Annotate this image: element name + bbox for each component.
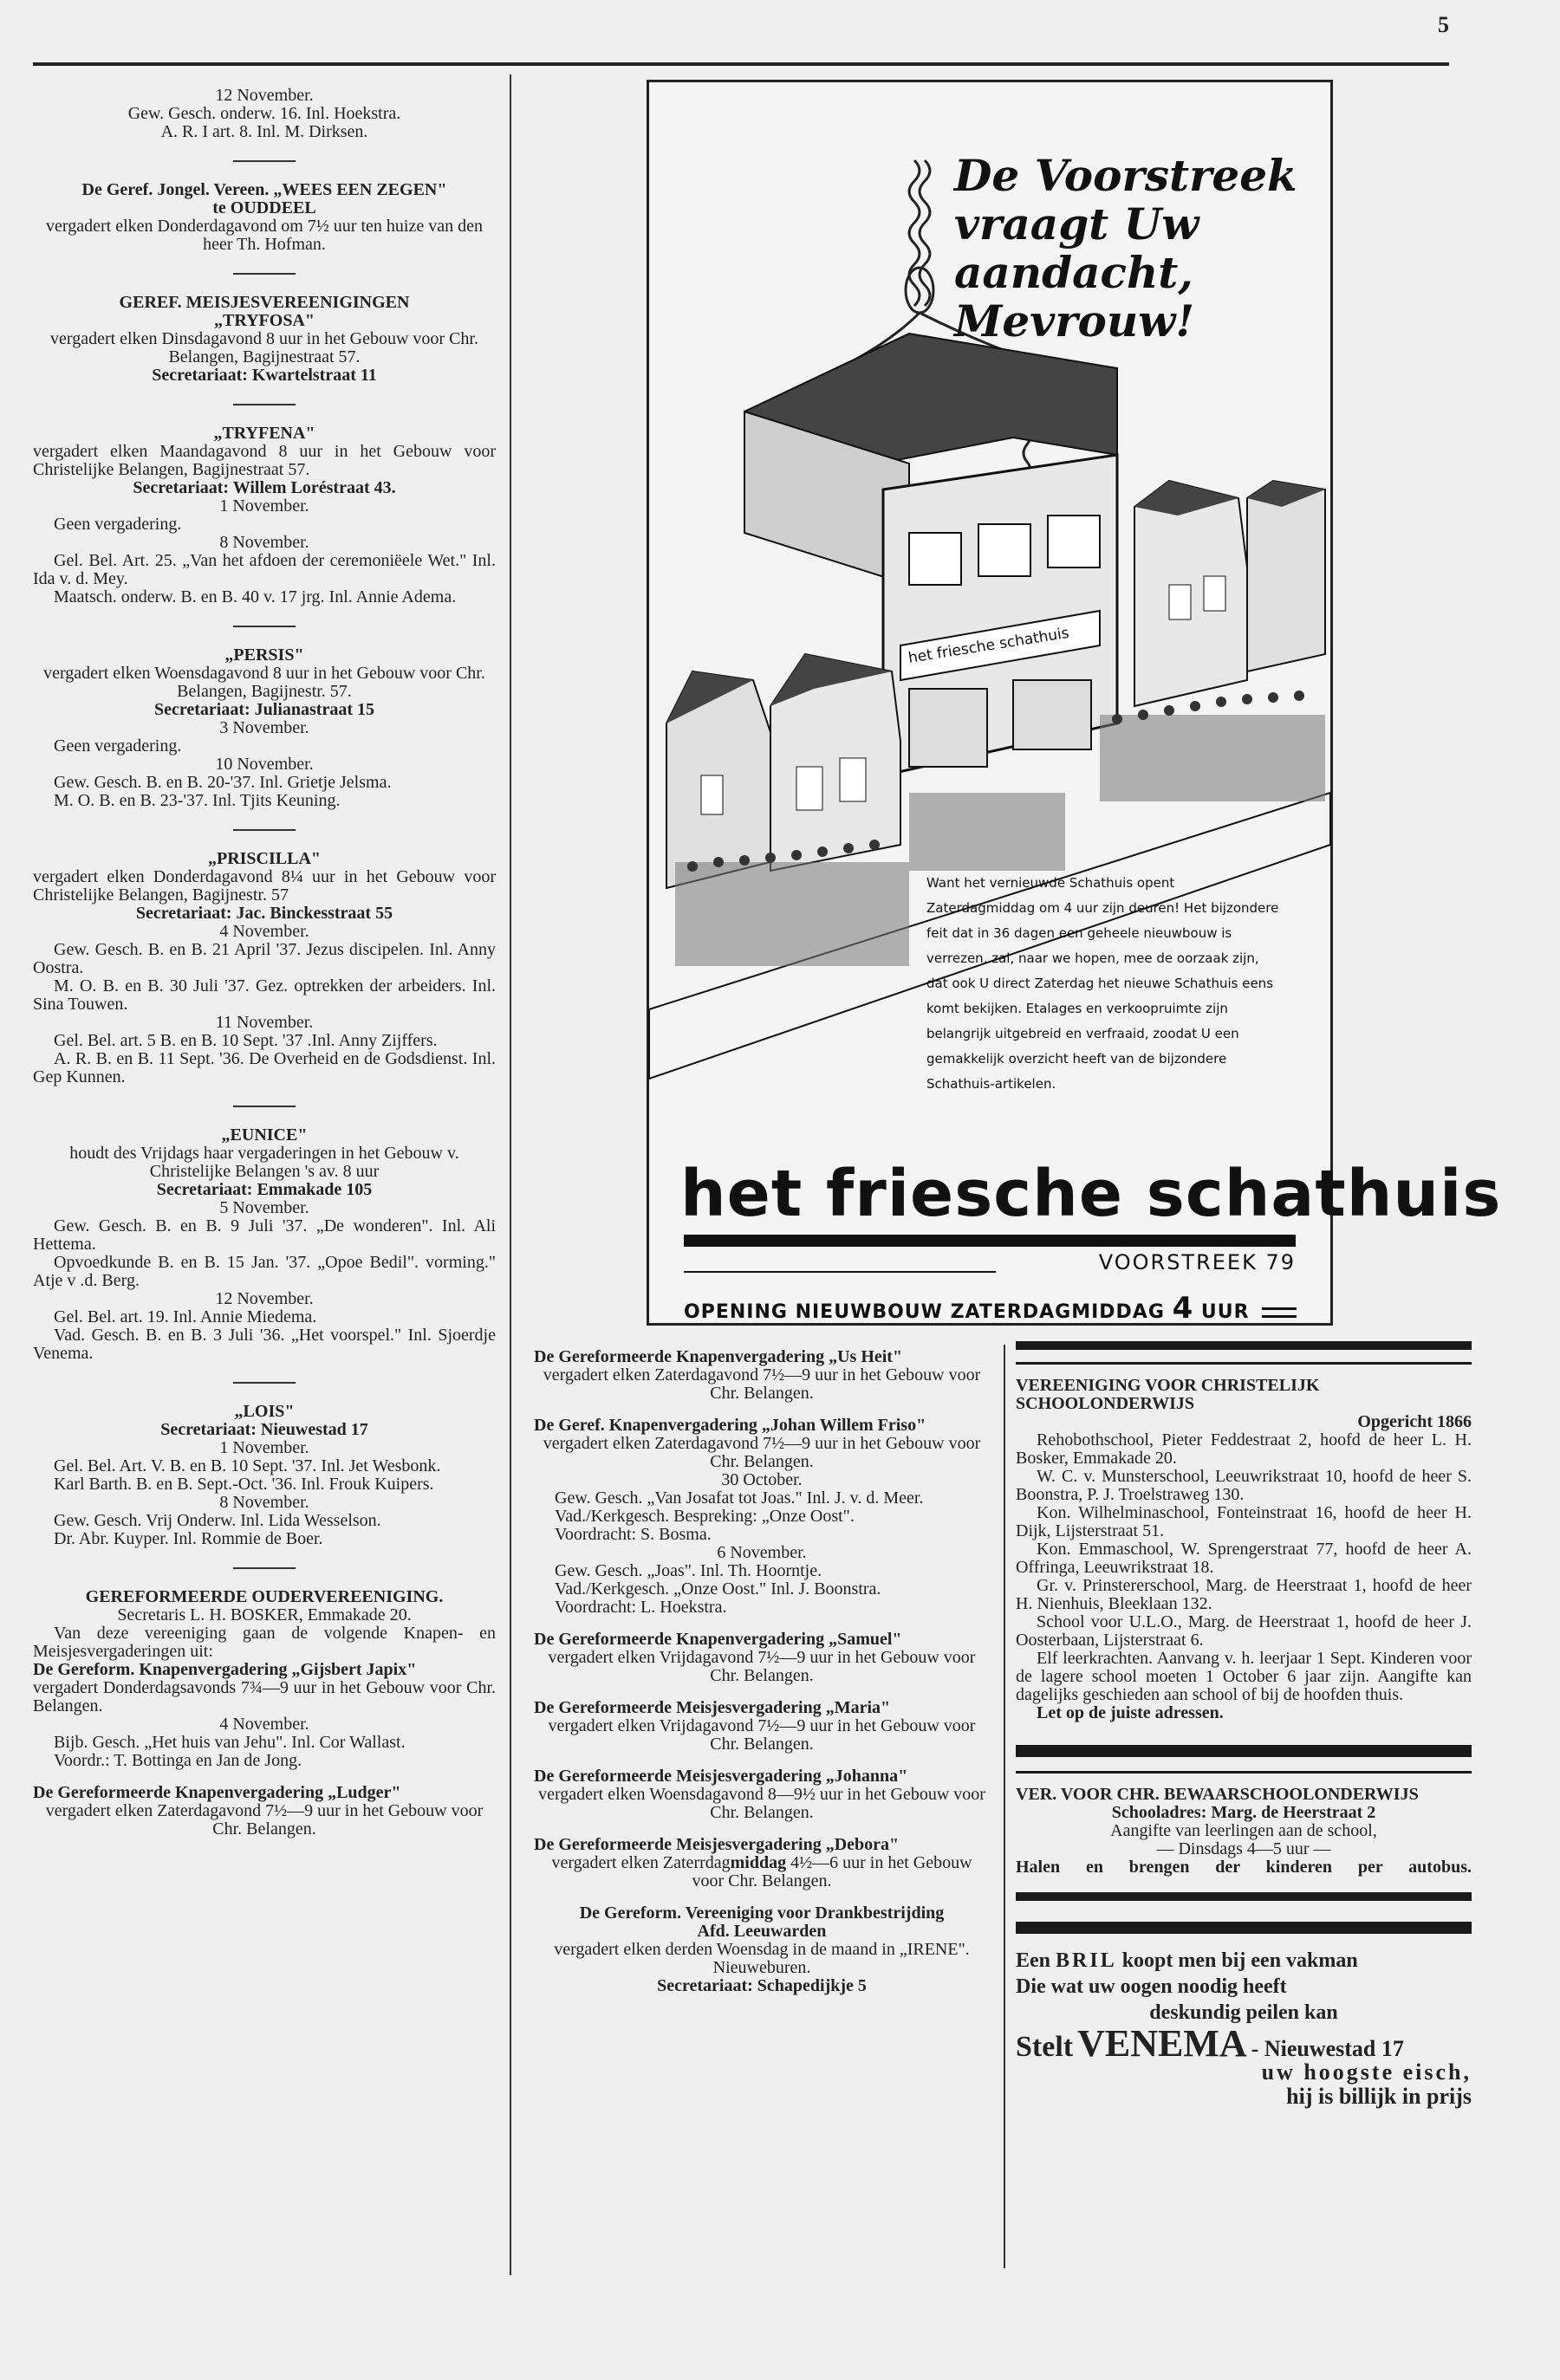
entry: A. R. B. en B. 11 Sept. '36. De Overheid en de Godsdienst. Inl. Gep Kunnen.	[33, 1049, 496, 1086]
ad-word-emphasis: BRIL	[1056, 1949, 1117, 1972]
entry: Gel. Bel. art. 5 B. en B. 10 Sept. '37 .Inl. Anny Zijffers.	[54, 1031, 438, 1050]
top-rule	[33, 62, 1449, 66]
entry: Gew. Gesch. B. en B. 9 Juli '37. „De wonderen". Inl. Ali Hettema.	[33, 1216, 496, 1254]
ad-body-text: Want het vernieuwde Schathuis opent Zaterdagmiddag om 4 uur zijn deuren! Het bijzondere feit dat in 36 dagen een geheele nieuwbouw is verrezen, zal, naar we hopen, mee de oorzaak zijn, dat ook U direct Zaterdag het nieuwe Schathuis eens komt bekijken. Etalages en verkoopruimte zijn belangrijk uitgebreid en verfraaid, zoodat U een gemakkelijk overzicht heeft van de bijzondere Schathuis-artikelen.	[926, 875, 1279, 1092]
heavy-rule	[1016, 1922, 1472, 1934]
section-title: De Gereformeerde Knapenvergadering „Us Heit"	[534, 1347, 903, 1366]
ad-word: Stelt	[1016, 2031, 1074, 2063]
venema-advertisement	[1016, 1948, 1472, 2109]
ad-line	[1016, 1948, 1472, 1974]
secretariat: Secretariaat: Julianastraat 15	[153, 700, 375, 719]
separator	[233, 626, 296, 627]
section-subtitle: „TRYFOSA"	[214, 311, 315, 330]
section-text-emphasis: middag	[730, 1853, 787, 1872]
section-text	[534, 1854, 990, 1890]
section-subtitle: Afd. Leeuwarden	[697, 1922, 827, 1941]
entry: Geen vergadering.	[54, 515, 182, 534]
entry: Voordracht: L. Hoekstra.	[555, 1598, 727, 1617]
ad-line: deskundig peilen kan	[1149, 2001, 1338, 2024]
entry: Maatsch. onderw. B. en B. 40 v. 17 jrg. Inl. Annie Adema.	[54, 587, 457, 606]
entry: Voordr.: T. Bottinga en Jan de Jong.	[54, 1751, 302, 1770]
date: 10 November.	[215, 755, 314, 774]
section-text-part: vergadert elken Zaterrdag	[551, 1853, 731, 1872]
ad-line: uw hoogste eisch,	[1261, 2059, 1472, 2085]
middle-column	[534, 1348, 990, 1995]
secretariat: Secretariaat: Willem Loréstraat 43.	[133, 478, 396, 497]
school-entry: W. C. v. Munsterschool, Leeuwrikstraat 10, hoofd de heer S. Boonstra, P. J. Troelstraweg 130.	[1016, 1467, 1472, 1504]
section-text: vergadert elken Woensdagavond 8—9½ uur in het Gebouw voor Chr. Belangen.	[538, 1785, 985, 1822]
section-text: — Dinsdags 4—5 uur —	[1156, 1839, 1331, 1858]
date: 1 November.	[219, 1438, 309, 1457]
section-text: vergadert elken Maandagavond 8 uur in het Gebouw voor Christelijke Belangen, Bagijnestraat 57.	[33, 442, 496, 479]
section-title: „TRYFENA"	[213, 424, 315, 443]
section-text: houdt des Vrijdags haar vergaderingen in het Gebouw v. Christelijke Belangen 's av. 8 uur	[69, 1144, 459, 1181]
date: 3 November.	[219, 718, 309, 737]
ad-double-rule	[1262, 1307, 1297, 1318]
entry: Gew. Gesch. onderw. 16. Inl. Hoekstra.	[127, 104, 401, 123]
entry: Vad./Kerkgesch. Bespreking: „Onze Oost".	[555, 1507, 855, 1526]
entry: Gel. Bel. art. 19. Inl. Annie Miedema.	[54, 1307, 317, 1326]
section-title: VEREENIGING VOOR CHRISTELIJK SCHOOLONDERWIJS	[1016, 1376, 1320, 1413]
school-entry: Kon. Emmaschool, W. Sprengerstraat 77, hoofd de heer A. Offringa, Leeuwrikstraat 18.	[1016, 1540, 1472, 1577]
separator	[233, 404, 296, 405]
entry: Voordracht: S. Bosma.	[555, 1525, 712, 1544]
date: 30 October.	[721, 1470, 803, 1489]
section-text: vergadert elken Zaterdagavond 7½—9 uur in het Gebouw voor Chr. Belangen.	[45, 1801, 484, 1839]
notice: Let op de juiste adressen.	[1037, 1703, 1224, 1722]
separator	[233, 1382, 296, 1384]
date: 4 November.	[219, 922, 309, 941]
date: 4 November.	[219, 1715, 309, 1734]
date: 5 November.	[219, 1198, 309, 1217]
entry: Bijb. Gesch. „Het huis van Jehu". Inl. Cor Wallast.	[54, 1733, 406, 1752]
secretariat: Secretariaat: Kwartelstraat 11	[152, 366, 377, 385]
section-title: De Geref. Knapenvergadering „Johan Willem Friso"	[534, 1416, 926, 1435]
section-title: „PERSIS"	[224, 645, 304, 665]
section-title: De Gereformeerde Knapenvergadering „Samuel"	[534, 1630, 902, 1649]
entry: Gew. Gesch. B. en B. 21 April '37. Jezus discipelen. Inl. Anny Oostra.	[33, 940, 496, 977]
ad-line	[1016, 2022, 1472, 2065]
section-title: „EUNICE"	[221, 1125, 308, 1145]
entry: Vad./Kerkgesch. „Onze Oost." Inl. J. Boonstra.	[555, 1579, 881, 1599]
venema-address: - Nieuwestad 17	[1251, 2036, 1404, 2061]
section-title: De Gereform. Vereeniging voor Drankbestrijding	[579, 1903, 945, 1923]
entry: Karl Barth. B. en B. Sept.-Oct. '36. Inl. Frouk Kuipers.	[54, 1475, 434, 1494]
ad-headline-line: vraagt Uw aandacht,	[954, 198, 1199, 298]
entry: Gew. Gesch. B. en B. 20-'37. Inl. Grietje Jelsma.	[54, 773, 392, 792]
secretariat: Secretariaat: Jac. Binckesstraat 55	[135, 904, 393, 923]
date: 8 November.	[219, 1493, 309, 1512]
section-title: De Gereformeerde Meisjesvergadering „Maria"	[534, 1698, 891, 1717]
section-text: vergadert elken Dinsdagavond 8 uur in het Gebouw voor Chr. Belangen, Bagijnestraat 57.	[50, 329, 478, 366]
separator	[233, 273, 296, 275]
ad-headline-line: Mevrouw!	[954, 295, 1195, 347]
secretariat: Secretariaat: Emmakade 105	[156, 1180, 373, 1199]
ad-word: koopt men bij een vakman	[1121, 1949, 1358, 1972]
entry: Gew. Gesch. „Joas". Inl. Th. Hoorntje.	[555, 1561, 822, 1580]
school-entry: Kon. Wilhelminaschool, Fonteinstraat 16, hoofd de heer H. Dijk, Lijsterstraat 51.	[1016, 1503, 1472, 1540]
section-text: vergadert elken Donderdagavond 8¼ uur in het Gebouw voor Christelijke Belangen, Bagijnestr. 57	[33, 867, 496, 905]
section-title: GEREFORMEERDE OUDERVEREENIGING.	[85, 1587, 444, 1606]
section-text: vergadert elken Zaterdagavond 7½—9 uur in het Gebouw voor Chr. Belangen.	[543, 1365, 981, 1403]
entry: M. O. B. en B. 30 Juli '37. Gez. optrekken der arbeiders. Inl. Sina Touwen.	[33, 976, 496, 1014]
section-text: vergadert elken Vrijdagavond 7½—9 uur in het Gebouw voor Chr. Belangen.	[548, 1648, 976, 1685]
date: 8 November.	[219, 533, 309, 552]
right-column	[1016, 1331, 1472, 2109]
date: 12 November.	[215, 86, 314, 105]
section-text: vergadert Donderdagsavonds 7¾—9 uur in het Gebouw voor Chr. Belangen.	[33, 1678, 496, 1715]
school-entry: School voor U.L.O., Marg. de Heerstraat 1, hoofd de heer J. Oosterbaan, Lijsterstraat 6.	[1016, 1612, 1472, 1650]
venema-name: VENEMA	[1077, 2022, 1247, 2065]
thin-rule	[1016, 1362, 1472, 1365]
section-title: „PRISCILLA"	[207, 849, 322, 868]
entry: M. O. B. en B. 23-'37. Inl. Tjits Keuning.	[54, 791, 341, 810]
ad-opening-text: OPENING NIEUWBOUW ZATERDAGMIDDAG	[684, 1301, 1165, 1323]
section-text: vergadert elken Zaterdagavond 7½—9 uur in het Gebouw voor Chr. Belangen.	[543, 1434, 981, 1471]
heavy-rule	[1016, 1892, 1472, 1901]
school-entry: Gr. v. Prinstererschool, Marg. de Heerstraat 1, hoofd de heer H. Nienhuis, Bleeklaan 132.	[1016, 1576, 1472, 1613]
entry: A. R. I art. 8. Inl. M. Dirksen.	[160, 122, 368, 141]
separator	[233, 1567, 296, 1569]
section-text: Van deze vereeniging gaan de volgende Knapen- en Meisjesvergaderingen uit:	[33, 1624, 496, 1661]
ad-opening-unit: UUR	[1200, 1301, 1250, 1323]
date: 1 November.	[219, 496, 309, 516]
column-divider-right	[1004, 1345, 1005, 2268]
separator	[233, 1106, 296, 1107]
section-subtitle: Opgericht 1866	[1357, 1412, 1472, 1431]
section-title: De Geref. Jongel. Vereen. „WEES EEN ZEGEN"	[81, 180, 447, 199]
column-divider-left	[510, 75, 511, 2275]
section-title: De Gereformeerde Meisjesvergadering „Debora"	[534, 1835, 900, 1854]
entry: Gel. Bel. Art. 25. „Van het afdoen der ceremoniëele Wet." Inl. Ida v. d. Mey.	[33, 551, 496, 588]
ad-address: VOORSTREEK 79	[1098, 1250, 1296, 1274]
ad-bar	[684, 1235, 1296, 1247]
thin-rule	[1016, 1771, 1472, 1774]
section-title: „LOIS"	[234, 1402, 295, 1421]
ad-line: hij is billijk in prijs	[1286, 2084, 1472, 2109]
date: 6 November.	[717, 1543, 807, 1562]
section-title: De Gereformeerde Knapenvergadering „Ludger"	[33, 1783, 401, 1802]
ad-line: Die wat uw oogen noodig heeft	[1016, 1975, 1287, 1998]
separator	[233, 829, 296, 831]
section-title: De Gereformeerde Meisjesvergadering „Johanna"	[534, 1767, 908, 1786]
section-text: vergadert elken derden Woensdag in de maand in „IRENE". Nieuweburen.	[554, 1940, 970, 1977]
section-text: vergadert elken Vrijdagavond 7½—9 uur in het Gebouw voor Chr. Belangen.	[548, 1716, 976, 1754]
section-text: vergadert elken Donderdagavond om 7½ uur ten huize van den heer Th. Hofman.	[46, 217, 483, 254]
ad-rule	[684, 1271, 996, 1273]
entry: Opvoedkunde B. en B. 15 Jan. '37. „Opoe Bedil". vorming." Atje v .d. Berg.	[33, 1253, 496, 1290]
ad-opening-line	[684, 1291, 1296, 1326]
left-column	[33, 87, 496, 1839]
shop-sign: het friesche schathuis	[907, 624, 1070, 667]
ad-brand-name: het friesche schathuis	[680, 1157, 1502, 1231]
secretariat: Secretariaat: Schapedijkje 5	[657, 1976, 867, 1995]
date: 11 November.	[215, 1013, 314, 1032]
section-title: GEREF. MEISJESVEREENIGINGEN	[119, 293, 410, 312]
ad-headline-line: De Voorstreek	[954, 150, 1297, 201]
entry: Gew. Gesch. „Van Josafat tot Joas." Inl. J. v. d. Meer.	[555, 1488, 924, 1508]
heavy-rule	[1016, 1341, 1472, 1350]
ad-headline	[954, 152, 1301, 346]
section-text: vergadert elken Woensdagavond 8 uur in het Gebouw voor Chr. Belangen, Bagijnestr. 57.	[43, 664, 485, 701]
entry: Gew. Gesch. Vrij Onderw. Inl. Lida Wesselson.	[54, 1511, 381, 1530]
heavy-rule	[1016, 1745, 1472, 1757]
page-number: 5	[1438, 12, 1449, 37]
entry: Dr. Abr. Kuyper. Inl. Rommie de Boer.	[54, 1529, 323, 1548]
section-subtitle: Schooladres: Marg. de Heerstraat 2	[1111, 1803, 1376, 1822]
schathuis-advertisement	[647, 80, 1502, 1326]
notice: Halen en brengen der kinderen per autobus.	[1016, 1858, 1472, 1877]
entry: Vad. Gesch. B. en B. 3 Juli '36. „Het voorspel." Inl. Sjoerdje Venema.	[33, 1326, 496, 1363]
ad-opening-hour: 4	[1172, 1291, 1194, 1326]
entry: Geen vergadering.	[54, 736, 182, 756]
section-title: De Gereform. Knapenvergadering „Gijsbert Japix"	[33, 1660, 417, 1679]
secretary: Secretaris L. H. BOSKER, Emmakade 20.	[117, 1605, 412, 1624]
section-title: VER. VOOR CHR. BEWAARSCHOOLONDERWIJS	[1016, 1785, 1419, 1804]
separator	[233, 160, 296, 162]
school-entry: Rehobothschool, Pieter Feddestraat 2, hoofd de heer L. H. Bosker, Emmakade 20.	[1016, 1430, 1472, 1468]
school-entry: Elf leerkrachten. Aanvang v. h. leerjaar 1 Sept. Kinderen voor de lagere school moeten 1 October 6 jaar zijn. Aangifte kan dagelijks geschieden aan school of bij de hoofden thuis.	[1016, 1649, 1472, 1704]
section-text-part: 4½—6 uur in het Gebouw voor Chr. Belangen.	[692, 1853, 972, 1890]
entry: Gel. Bel. Art. V. B. en B. 10 Sept. '37. Inl. Jet Wesbonk.	[54, 1456, 441, 1475]
section-subtitle: te OUDDEEL	[212, 198, 316, 217]
section-text: Aangifte van leerlingen aan de school,	[1110, 1821, 1377, 1840]
secretariat: Secretariaat: Nieuwestad 17	[160, 1420, 368, 1439]
ad-word: Een	[1016, 1949, 1051, 1972]
date: 12 November.	[215, 1289, 314, 1308]
